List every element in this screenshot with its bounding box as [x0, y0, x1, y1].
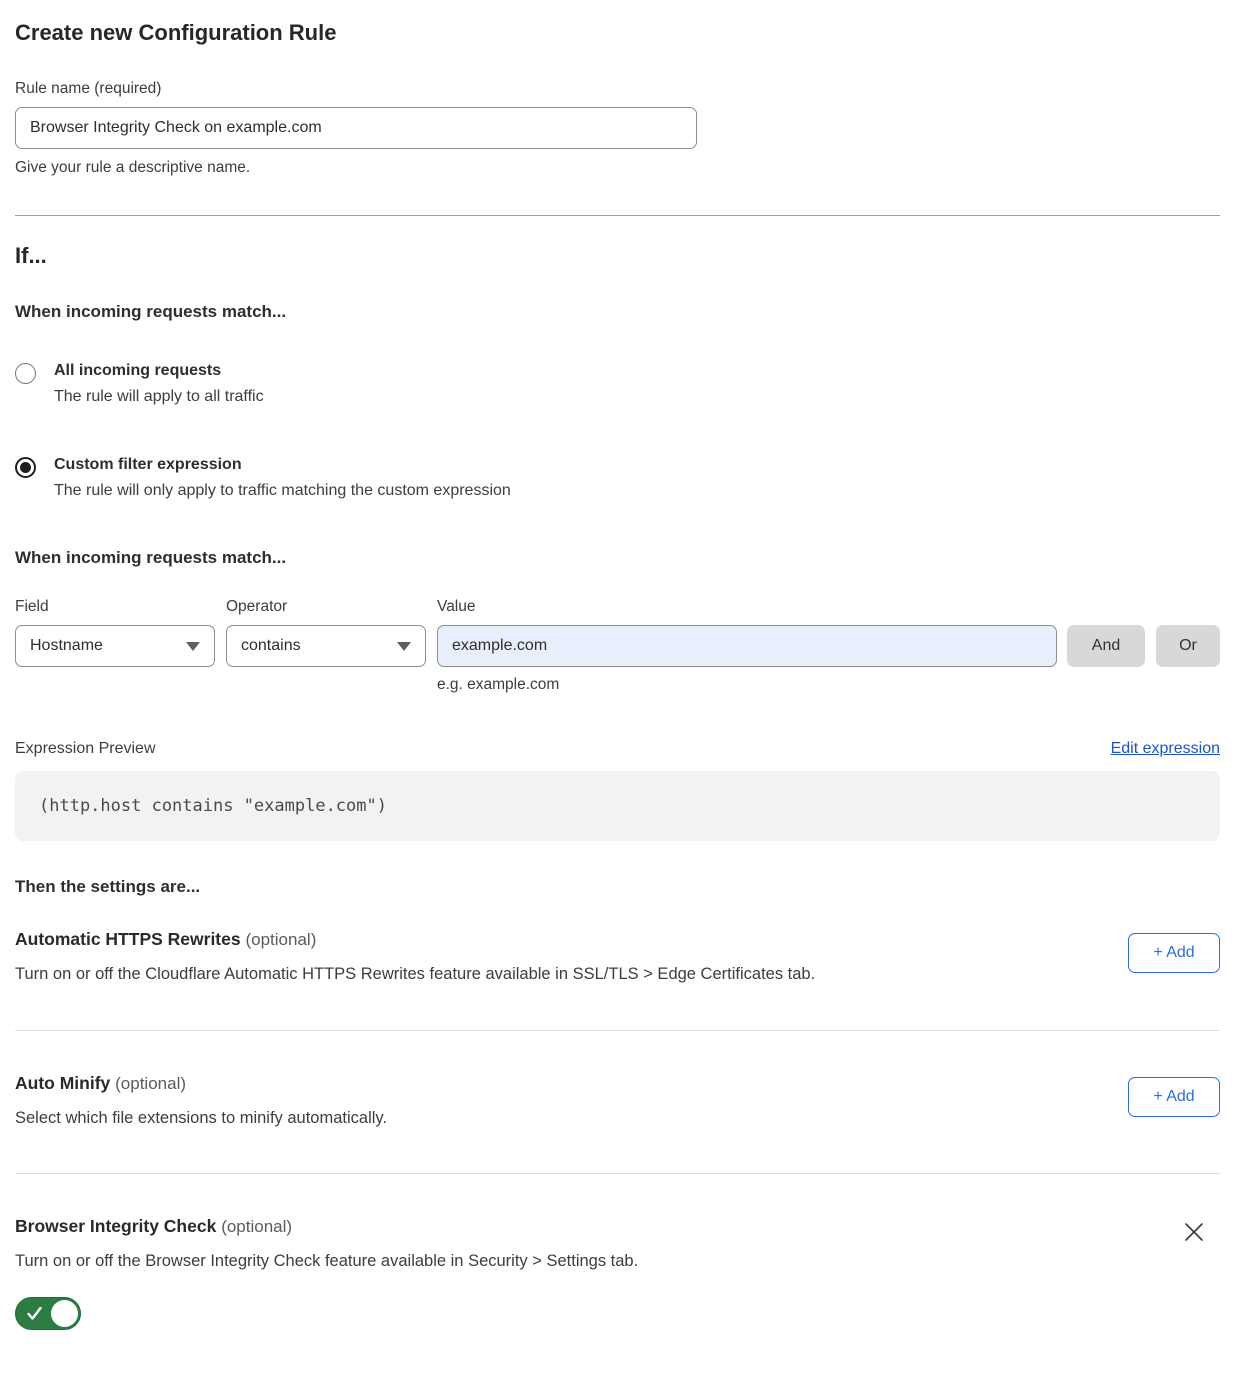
- radio-selected-icon[interactable]: [15, 457, 36, 478]
- then-settings-heading: Then the settings are...: [15, 877, 201, 896]
- setting-divider: [15, 1173, 1220, 1174]
- add-automatic-https-rewrites-button[interactable]: + Add: [1128, 933, 1220, 973]
- setting-browser-integrity-check: [15, 1216, 1220, 1330]
- value-column-label: Value: [437, 598, 476, 615]
- setting-auto-minify: [15, 1073, 1220, 1173]
- chevron-down-icon: [186, 642, 200, 651]
- and-button[interactable]: And: [1067, 625, 1145, 667]
- filter-builder-column-labels: [15, 598, 1220, 616]
- when-requests-match-heading: When incoming requests match...: [15, 302, 287, 321]
- close-icon[interactable]: [1182, 1220, 1206, 1244]
- operator-select[interactable]: [226, 625, 426, 667]
- setting-title: Browser Integrity Check: [15, 1216, 217, 1236]
- radio-description: The rule will only apply to traffic matching the custom expression: [54, 482, 511, 499]
- setting-automatic-https-rewrites: [15, 929, 1220, 1030]
- radio-unselected-icon[interactable]: [15, 363, 36, 384]
- if-heading: If...: [15, 243, 47, 268]
- setting-description: Turn on or off the Browser Integrity Check feature available in Security > Settings tab.: [15, 1252, 639, 1270]
- browser-integrity-check-toggle[interactable]: [15, 1297, 81, 1330]
- operator-column-label: Operator: [226, 598, 288, 615]
- setting-optional-tag: (optional): [115, 1074, 187, 1093]
- filter-builder-heading: When incoming requests match...: [15, 548, 287, 567]
- setting-title: Auto Minify: [15, 1073, 111, 1093]
- field-column-label: Field: [15, 598, 49, 615]
- setting-optional-tag: (optional): [245, 930, 317, 949]
- rule-name-input[interactable]: [15, 107, 697, 149]
- radio-description: The rule will apply to all traffic: [54, 388, 264, 405]
- field-select-value: Hostname: [30, 637, 103, 654]
- setting-description: Turn on or off the Cloudflare Automatic HTTPS Rewrites feature available in SSL/TLS > Edge Certificates tab.: [15, 965, 816, 983]
- radio-label: Custom filter expression: [54, 456, 242, 473]
- setting-title: Automatic HTTPS Rewrites: [15, 929, 241, 949]
- chevron-down-icon: [397, 642, 411, 651]
- expression-code-block: (http.host contains "example.com"): [15, 771, 1220, 841]
- filter-builder-row: [15, 625, 1220, 667]
- setting-divider: [15, 1030, 1220, 1031]
- page-title: Create new Configuration Rule: [15, 20, 337, 45]
- operator-select-value: contains: [241, 637, 301, 654]
- toggle-knob[interactable]: [51, 1300, 78, 1327]
- rule-name-label: Rule name (required): [15, 80, 162, 97]
- rule-name-helper: Give your rule a descriptive name.: [15, 159, 251, 176]
- add-auto-minify-button[interactable]: + Add: [1128, 1077, 1220, 1117]
- setting-optional-tag: (optional): [221, 1217, 293, 1236]
- edit-expression-link[interactable]: Edit expression: [1110, 740, 1220, 757]
- value-hint: e.g. example.com: [437, 676, 560, 693]
- expression-preview-label: Expression Preview: [15, 740, 156, 757]
- field-select[interactable]: [15, 625, 215, 667]
- expression-preview-header: [15, 740, 1220, 758]
- setting-description: Select which file extensions to minify automatically.: [15, 1109, 388, 1127]
- radio-option-custom-filter-expression[interactable]: [15, 456, 1220, 500]
- or-button[interactable]: Or: [1156, 625, 1220, 667]
- section-divider: [15, 215, 1220, 216]
- radio-option-all-incoming-requests[interactable]: [15, 362, 1220, 406]
- checkmark-icon: [27, 1307, 42, 1325]
- radio-label: All incoming requests: [54, 362, 222, 379]
- value-input[interactable]: [437, 625, 1057, 667]
